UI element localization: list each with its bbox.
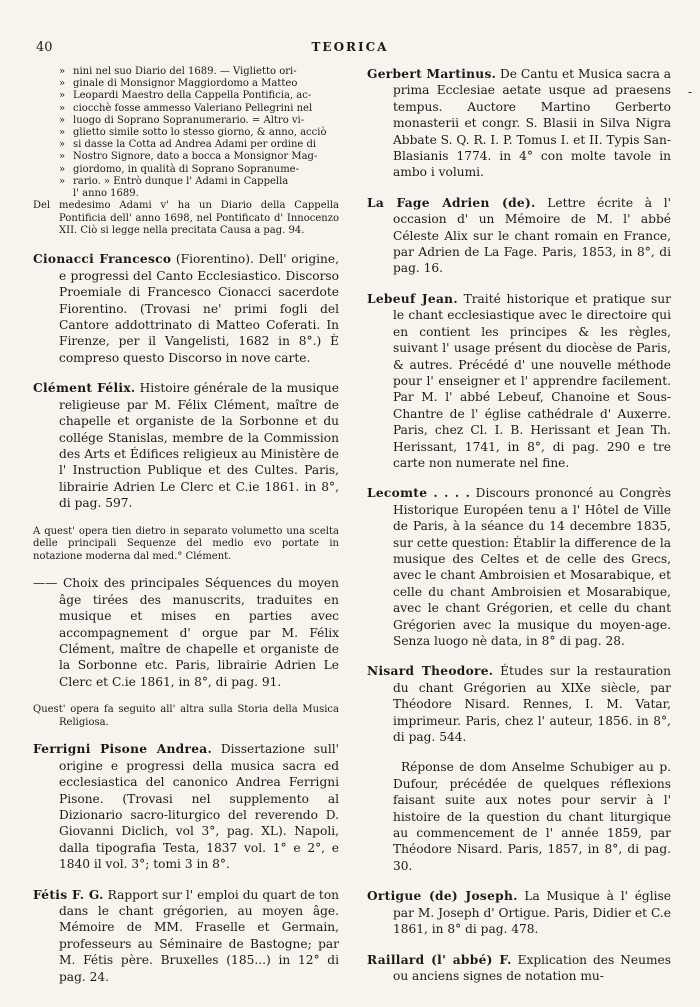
left-column bbox=[33, 66, 339, 999]
entry-text: Études sur la restauration du chant Grégorien au XIXe siècle, par Théodore Nisard. Rennes, I. M. Vatar, imprimeur. Paris, chez l' auteur, 1856. in 8°, di pag. 544. bbox=[393, 664, 671, 745]
quote-line: » nini nel suo Diario del 1689. — Viglietto ori- bbox=[59, 66, 297, 77]
margin-mark: - bbox=[688, 85, 693, 99]
entry-author: Lecomte . . . . bbox=[367, 486, 471, 501]
entry-text: Lettre écrite à l' occasion d' un Mémoire de M. l' abbé Céleste Alix sur le chant romain en France, par Adrien de La Fage. Paris, 1853, in 8°, di pag. 16. bbox=[393, 195, 671, 276]
entry-text: Dissertazione sull' origine e progressi della musica sacra ed ecclesiastica del canonico Andrea Ferrigni Pisone. (Trovasi nel supplemento al Dizionario sacro-liturgico del reverendo D. Giovanni Diclich, vol 3°, pag. XL). Napoli, dalla tipografia Testa, 1837 vol. 1° e 2°, e 1840 il vol. 3°; tomi 3 in 8°. bbox=[59, 742, 339, 872]
entry-clement bbox=[33, 380, 339, 511]
entry-author: Ferrigni Pisone Andrea. bbox=[33, 742, 213, 757]
entry-author: Lebeuf Jean. bbox=[367, 291, 458, 306]
entry-text: Histoire générale de la musique religieuse par M. Félix Clément, maître de chapelle et organiste de la Sorbonne et du collége Stanislas, membre de la Commission des Arts et Édifices religieux au Ministère de l' Instruction Publique et des Cultes. Paris, librairie Adrien Le Clerc et C.ie 1861. in 8°, di pag. 597. bbox=[59, 381, 339, 511]
entry-author: Clément Félix. bbox=[33, 381, 136, 396]
running-title: TEORICA bbox=[311, 40, 389, 54]
entry-text: Rapport sur l' emploi du quart de ton dans le chant grégorien, au moyen âge. Mémoire de MM. Fraselle et Germain, professeurs au Séminaire de Bastogne; par M. Fétis père. Bruxelles (185...) in 12° di pag. 24. bbox=[59, 887, 340, 984]
entry-text: Choix des principales Séquences du moyen âge tirées des manuscrits, traduites en musique et mises en parties avec accompagnement d' orgue par M. Félix Clément, maître de chapelle et organiste de la Sorbonne etc. Paris, librairie Adrien Le Clerc et C.ie 1861, in 8°, di pag. 91. bbox=[57, 576, 339, 689]
entry-text: (Fiorentino). Dell' origine, e progressi del Canto Ecclesiastico. Discorso Proemiale di Francesco Cionacci sacerdote Fiorentino. (Trovasi ne' primi fogli del Cantore addottrinato di Matteo Coferati. In Firenze, per il Vangelisti, 1682 in 8°.) È compreso questo Discorso in nove carte. bbox=[59, 252, 339, 365]
entry-text: De Cantu et Musica sacra a prima Ecclesiae aetate usque ad praesens tempus. Auctore Martino Gerberto monasterii et congr. S. Blasii in Silva Nigra Abbate S. Q. R. I. P. Tomus I. et II. Typis San-Blasianis 1774. in 4° con molte tavole in ambo i volumi. bbox=[393, 67, 671, 180]
entry-raillard bbox=[367, 952, 671, 985]
entry-author: La Fage Adrien (de). bbox=[367, 195, 536, 210]
quote-line: » ciocchè fosse ammesso Valeriano Pellegrini nel bbox=[59, 102, 313, 114]
entry-fetis bbox=[33, 887, 339, 985]
quote-line: l' anno 1689. bbox=[73, 188, 139, 200]
entry-ferrigni bbox=[33, 741, 339, 872]
entry-lebeuf bbox=[367, 291, 671, 471]
entry-note: Quest' opera fa seguito all' altra sulla Storia della Musica Religiosa. bbox=[33, 704, 339, 728]
entry-author: Fétis F. G. bbox=[33, 887, 104, 902]
right-column bbox=[367, 66, 671, 998]
entry-author: Nisard Theodore. bbox=[367, 664, 494, 679]
page-number: 40 bbox=[36, 40, 53, 55]
quote-line: » ginale di Monsignor Maggiordomo a Matteo bbox=[59, 78, 298, 90]
entry-nisard-reponse: Réponse de dom Anselme Schubiger au p. Dufour, précédée de quelques réflexions faisant suite aux notes pour servir à l' histoire de la question du chant liturgique au commencement de l' année 1859, par Théodore Nisard. Paris, 1857, in 8°, di pag. 30. bbox=[393, 760, 671, 873]
quoted-passage bbox=[59, 66, 339, 200]
entry-text: La Musique à l' église par M. Joseph d' Ortigue. Paris, Didier et C.e 1861, in 8° di pag. 478. bbox=[393, 889, 671, 937]
quote-line: » rario. » Entrò dunque l' Adami in Cappella bbox=[59, 175, 289, 187]
entry-author: Cionacci Francesco bbox=[33, 252, 172, 267]
entry-author: Raillard (l' abbé) F. bbox=[367, 952, 512, 967]
entry-nisard bbox=[367, 663, 671, 745]
entry-gerbert bbox=[367, 66, 671, 181]
entry-text: Discours prononcé au Congrès Historique Européen tenu a l' Hôtel de Ville de Paris, à la séance du 14 decembre 1835, sur cette question: Établir la difference de la musique des Celtes et de celle des Grecs, avec le chant Ambroisien et Mosarabique, et celle du chant Ambroisien et Mosarabique, avec le chant Grégorien, et celle du chant Grégorien avec la musique du moyen-age. Senza luogo nè data, in 8° di pag. 28. bbox=[393, 486, 671, 648]
entry-ortigue bbox=[367, 888, 671, 937]
entry-text: Traité historique et pratique sur le chant ecclesiastique avec le directoire qui en contient les principes & les règles, suivant l' usage présent du diocèse de Paris, & autres. Précédé d' une nouvelle méthode pour l' enseigner et l' apprendre facilement. Par M. l' abbé Lebeuf, Chanoine et Sous-Chantre de l' église cathédrale d' Auxerre. Paris, chez Cl. I. B. Herissant et Jean Th. Herissant, 1741, in 8°, di pag. 290 e tre carte non numerate nel fine. bbox=[393, 291, 671, 470]
quote-line: » Leopardi Maestro della Cappella Pontificia, ac- bbox=[59, 90, 312, 102]
entry-lafage bbox=[367, 195, 671, 277]
quote-line: » giordomo, in qualità di Soprano Sopranume- bbox=[59, 163, 299, 175]
entry-note: A quest' opera tien dietro in separato volumetto una scelta delle principali Sequenze del medio evo portate in notazione moderna dal med.° Clément. bbox=[33, 525, 339, 562]
entry-lecomte bbox=[367, 485, 671, 649]
entry-clement-choix bbox=[33, 575, 339, 690]
entry-author: Gerbert Martinus. bbox=[367, 67, 497, 81]
quote-line: » luogo di Soprano Sopranumerario. = Altro vi- bbox=[59, 114, 305, 126]
entry-cionacci bbox=[33, 251, 339, 366]
quote-line: » glietto simile sotto lo stesso giorno, & anno, acciò bbox=[59, 127, 327, 139]
quote-line: » si dasse la Cotta ad Andrea Adami per ordine di bbox=[59, 139, 317, 151]
entry-text: Explication des Neumes ou anciens signes de notation mu- bbox=[393, 952, 671, 983]
quote-note: Del medesimo Adami v' ha un Diario della Cappella Pontificia dell' anno 1698, nel Pontificato d' Innocenzo XII. Ciò si legge nella precitata Causa a pag. 94. bbox=[33, 200, 339, 237]
entry-dash: —— bbox=[33, 576, 58, 591]
quote-line: » Nostro Signore, dato a bocca a Monsignor Mag- bbox=[59, 151, 318, 163]
entry-author: Ortigue (de) Joseph. bbox=[367, 889, 518, 904]
